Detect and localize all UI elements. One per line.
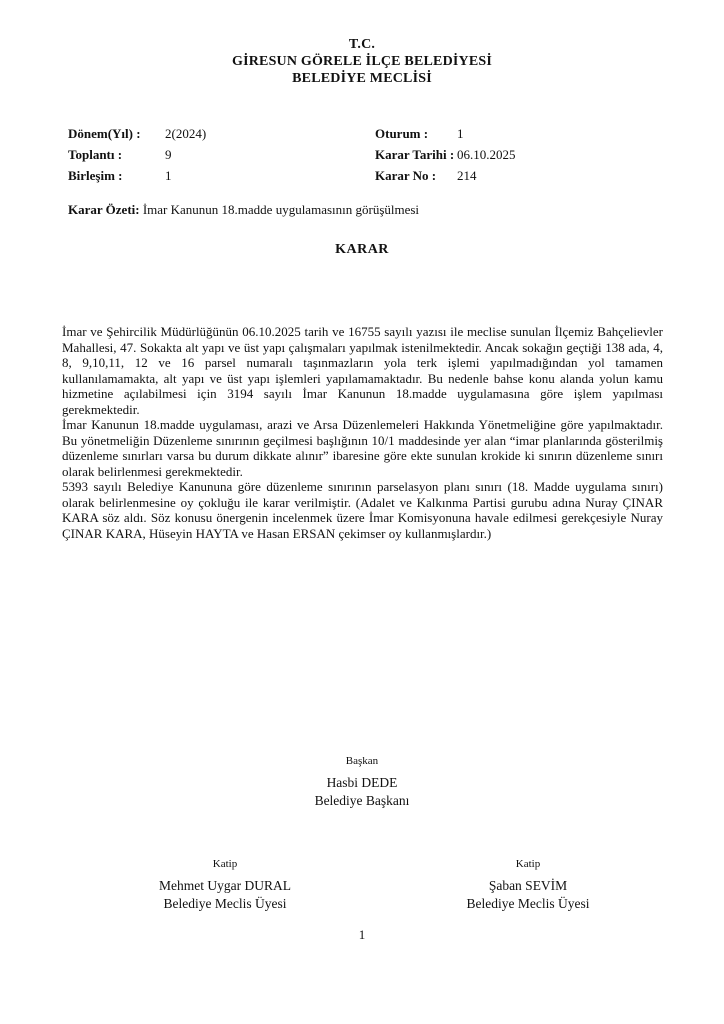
decision-summary-label: Karar Özeti: xyxy=(68,202,140,217)
document-header xyxy=(0,36,724,87)
meta-value-oturum: 1 xyxy=(457,126,464,141)
meta-label-toplanti: Toplantı : xyxy=(68,147,123,162)
meta-column-right xyxy=(375,123,663,186)
signature-chairman-role: Başkan xyxy=(345,755,379,767)
decision-summary xyxy=(68,202,663,218)
meta-value-birlesim: 1 xyxy=(165,168,172,183)
signature-chairman xyxy=(0,755,724,810)
signature-chairman-title: Belediye Başkanı xyxy=(314,793,410,808)
meta-label-oturum: Oturum : xyxy=(375,126,429,141)
signature-clerk-left-title: Belediye Meclis Üyesi xyxy=(163,896,287,911)
meta-label-karar-no: Karar No : xyxy=(375,168,437,183)
meta-label-donem: Dönem(Yıl) : xyxy=(68,126,141,141)
meta-row-donem xyxy=(68,123,375,144)
meta-value-donem: 2(2024) xyxy=(165,126,207,141)
header-municipality-line: GİRESUN GÖRELE İLÇE BELEDİYESİ xyxy=(231,54,493,69)
meta-row-oturum xyxy=(375,123,663,144)
signature-clerk-right-role: Katip xyxy=(515,858,541,870)
page-number: 1 xyxy=(358,927,366,942)
decision-heading: KARAR xyxy=(335,242,389,257)
signature-clerk-right-name: Şaban SEVİM xyxy=(488,878,568,893)
signature-clerks-row xyxy=(0,858,724,913)
decision-summary-text: İmar Kanunun 18.madde uygulamasının görüşülmesi xyxy=(142,202,420,217)
meta-label-birlesim: Birleşim : xyxy=(68,168,123,183)
meta-value-karar-no: 214 xyxy=(457,168,477,183)
meta-row-karar-tarihi xyxy=(375,144,663,165)
meta-value-karar-tarihi: 06.10.2025 xyxy=(457,147,516,162)
signature-clerk-right-title: Belediye Meclis Üyesi xyxy=(466,896,590,911)
meta-label-karar-tarihi: Karar Tarihi : xyxy=(375,147,455,162)
signature-clerk-right xyxy=(378,858,678,913)
decision-paragraph: İmar Kanunun 18.madde uygulaması, arazi ve Arsa Düzenlemeleri Hakkında Yönetmeliğine göre yapılmaktadır. Bu yönetmeliğin Düzenleme sınırının geçilmesi başlığının 10/1 maddesinde yer alan “imar planlarında gösterilmiş düzenleme sınırları varsa bu durum dikkate alınır” ibaresine göre ekte sunulan krokide ki sınırın düzenleme sınırı olarak belirlenmesi gerekmektedir. xyxy=(62,417,663,479)
signature-clerk-left-role: Katip xyxy=(212,858,238,870)
meta-row-karar-no xyxy=(375,165,663,186)
signature-clerk-left xyxy=(75,858,375,913)
decision-body xyxy=(62,324,663,541)
signature-clerk-left-name: Mehmet Uygar DURAL xyxy=(159,878,291,893)
meta-section xyxy=(68,123,663,218)
header-republic-line: T.C. xyxy=(348,37,376,52)
decision-paragraph: 5393 sayılı Belediye Kanununa göre düzenleme sınırının parselasyon planı sınırı (18. Madde uygulama sınırı) olarak belirlenmesine oy çokluğu ile karar verilmiştir. (Adalet ve Kalkınma Partisi gurubu adına Nuray ÇINAR KARA söz aldı. Söz konusu önergenin incelenmek üzere İmar Komisyonuna havale edilmesi gerekçesiyle Nuray ÇINAR KARA, Hüseyin HAYTA ve Hasan ERSAN çekimser oy kullanmışlardır.) xyxy=(62,479,663,541)
meta-column-left xyxy=(68,123,375,186)
signature-chairman-name: Hasbi DEDE xyxy=(326,775,398,790)
header-council-line: BELEDİYE MECLİSİ xyxy=(292,71,432,86)
decision-paragraph: İmar ve Şehircilik Müdürlüğünün 06.10.2025 tarih ve 16755 sayılı yazısı ile meclise sunulan İlçemiz Bahçelievler Mahallesi, 47. Sokakta alt yapı ve üst yapı çalışmaları yapılmak istenilmektedir. Ancak sokağın geçtiği 138 ada, 4, 8, 9,10,11, 12 ve 16 parsel numaralı taşınmazların yola terk işlemi yapılmadığından yol tamamen kullanılamamakta, alt yapı ve üst yapı işlemleri yapılamamaktadır. Bu nedenle bahse konu alanda yolun kamu hizmetine açılabilmesi için 3194 sayılı İmar Kanunun 18.madde uygulamasına göre işlem yapılması gerekmektedir. xyxy=(62,324,663,417)
meta-value-toplanti: 9 xyxy=(165,147,172,162)
meta-row-toplanti xyxy=(68,144,375,165)
meta-row-birlesim xyxy=(68,165,375,186)
